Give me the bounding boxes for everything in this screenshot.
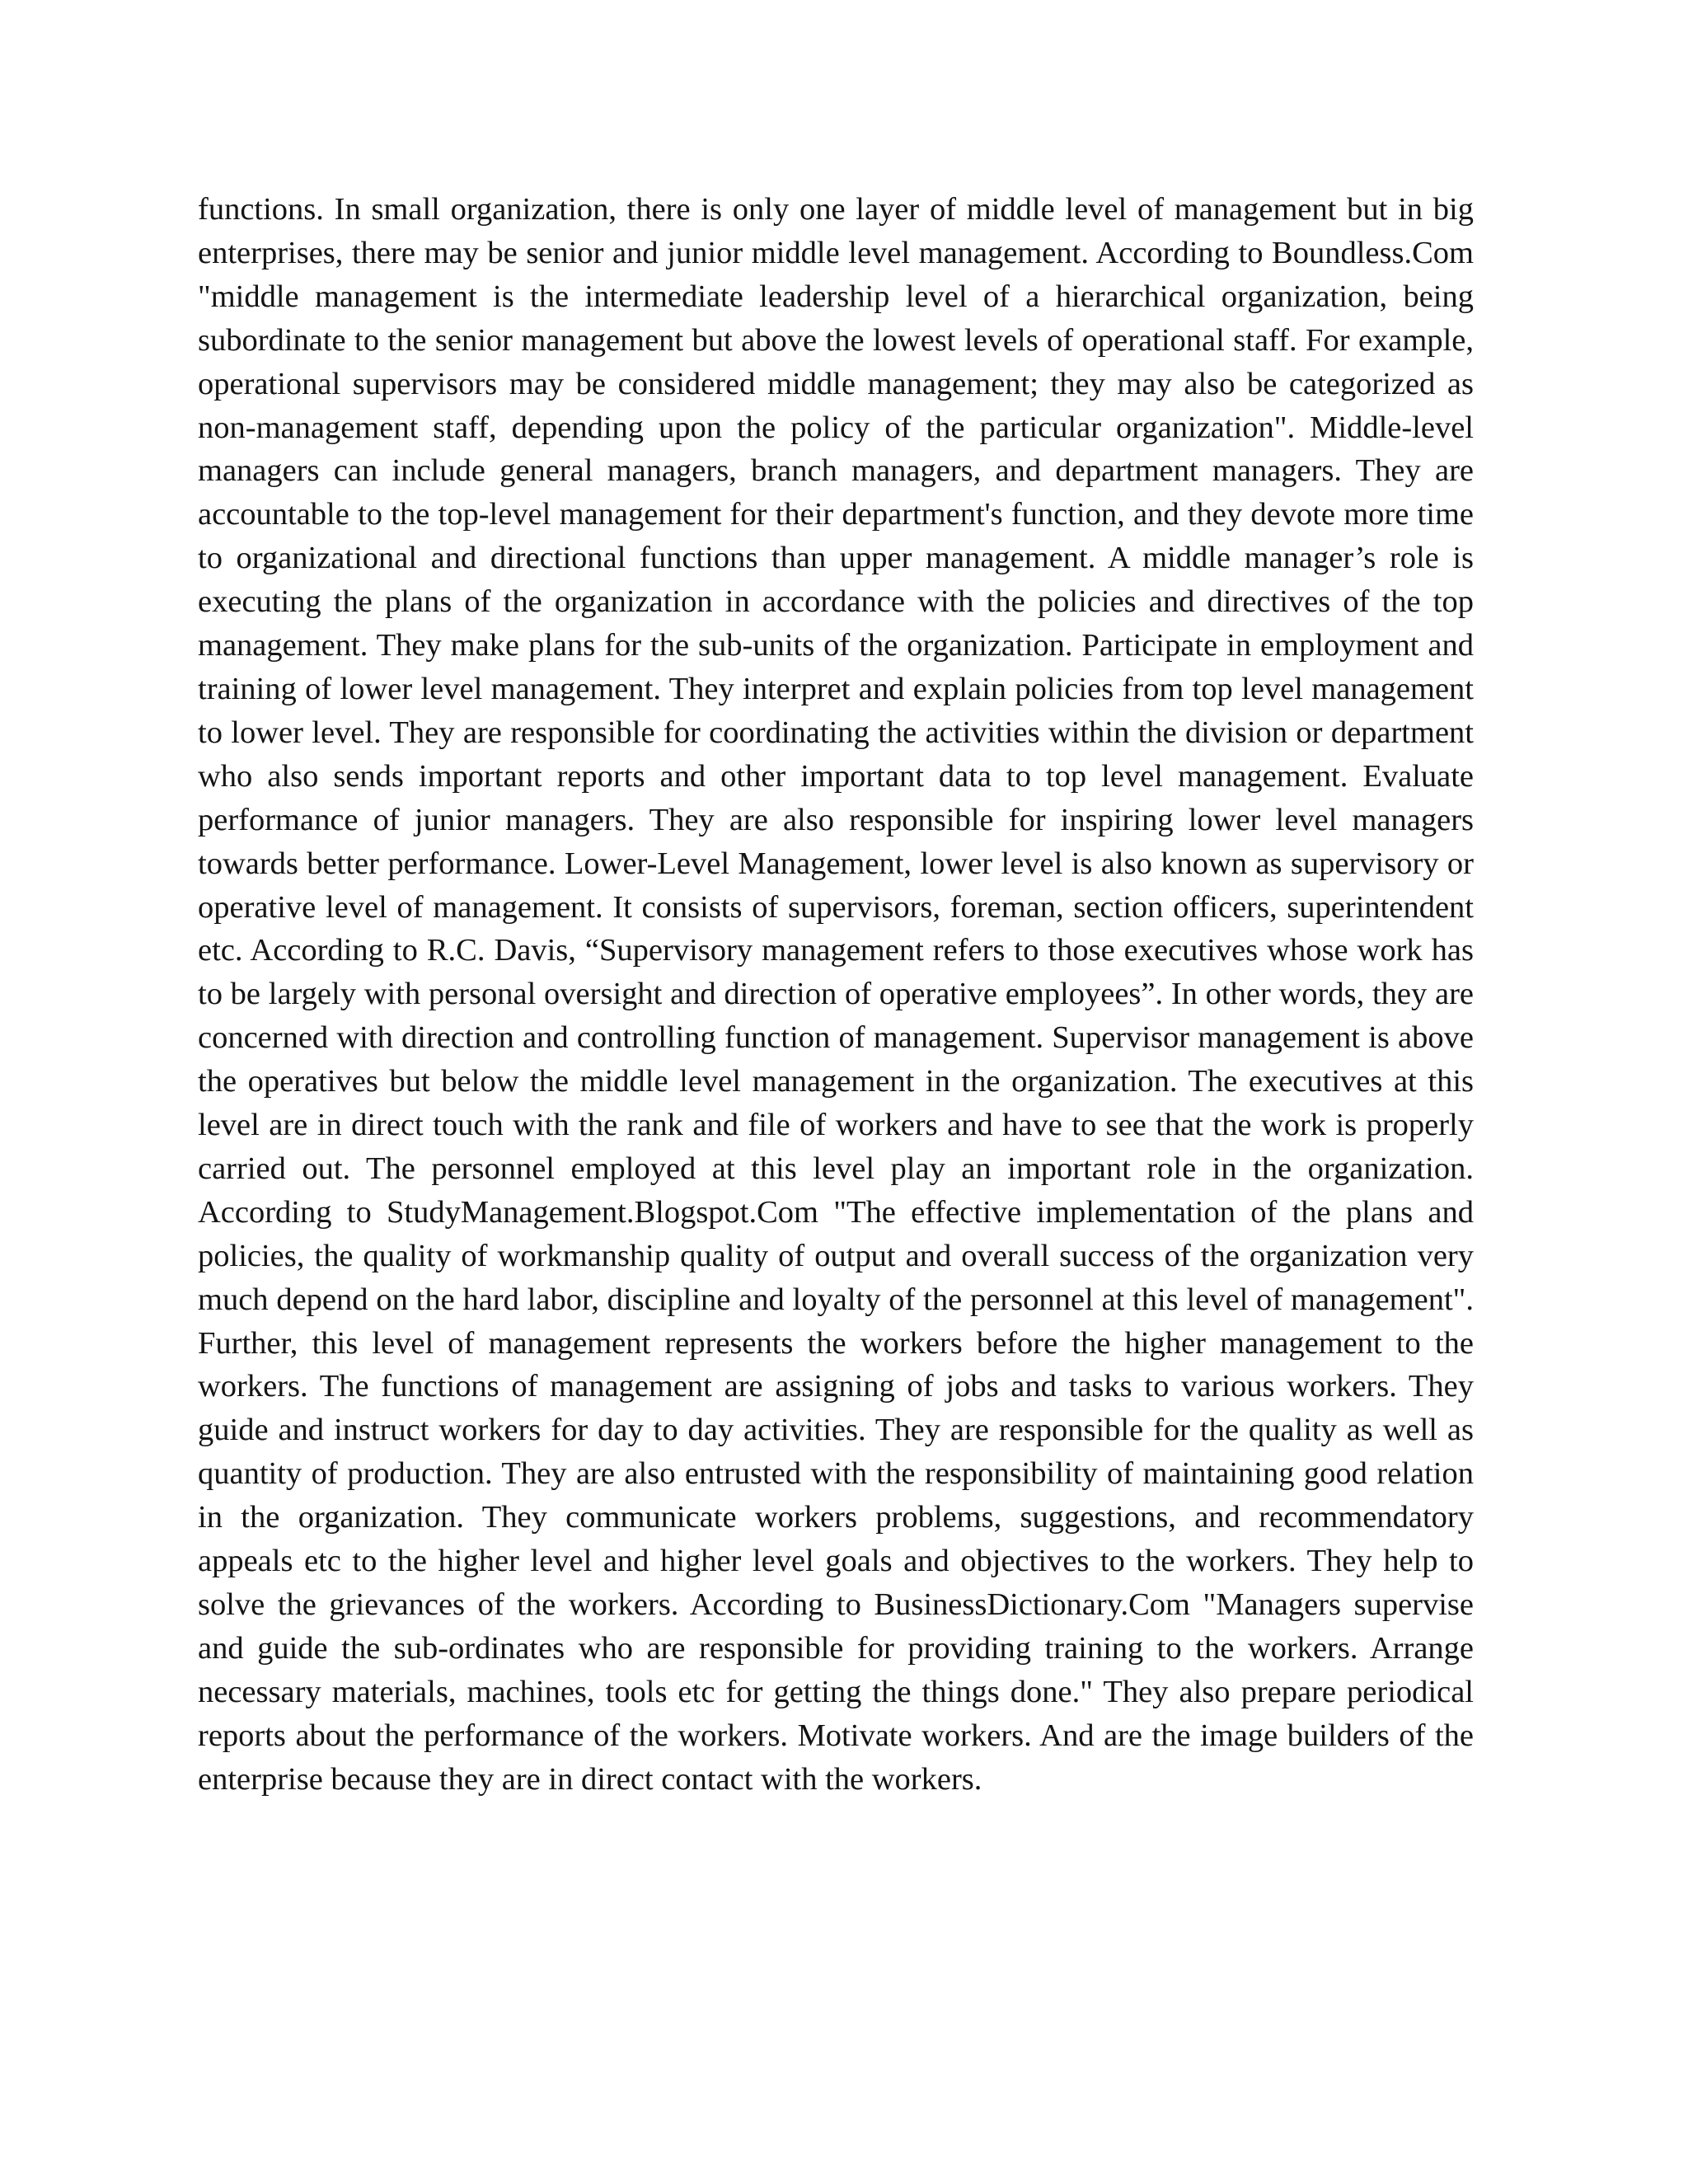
body-paragraph: functions. In small organization, there is only one layer of middle level of management but in big enterprises, there may be senior and junior middle level management. According to Boundless.Com "middle management is the intermediate leadership level of a hierarchical organization, being subordinate to the senior management but above the lowest levels of operational staff. For example, operational supervisors may be considered middle management; they may also be categorized as non-management staff, depending upon the policy of the particular organization". Middle-level managers can include general managers, branch managers, and department managers. They are accountable to the top-level management for their department's function, and they devote more time to organizational and directional functions than upper management. A middle manager’s role is executing the plans of the organization in accordance with the policies and directives of the top management. They make plans for the sub-units of the organization. Participate in employment and training of lower level management. They interpret and explain policies from top level management to lower level. They are responsible for coordinating the activities within the division or department who also sends important reports and other important data to top level management. Evaluate performance of junior managers. They are also responsible for inspiring lower level managers towards better performance. Lower-Level Management, lower level is also known as supervisory or operative level of management. It consists of supervisors, foreman, section officers, superintendent etc. According to R.C. Davis, “Supervisory management refers to those executives whose work has to be largely with personal oversight and direction of operative employees”. In other words, they are concerned with direction and controlling function of management. Supervisor management is above the operatives but below the middle level management in the organization. The executives at this level are in direct touch with the rank and file of workers and have to see that the work is properly carried out. The personnel employed at this level play an important role in the organization. According to StudyManagement.Blogspot.Com "The effective implementation of the plans and policies, the quality of workmanship quality of output and overall success of the organization very much depend on the hard labor, discipline and loyalty of the personnel at this level of management". Further, this level of management represents the workers before the higher management to the workers. The functions of management are assigning of jobs and tasks to various workers. They guide and instruct workers for day to day activities. They are responsible for the quality as well as quantity of production. They are also entrusted with the responsibility of maintaining good relation in the organization. They communicate workers problems, suggestions, and recommendatory appeals etc to the higher level and higher level goals and objectives to the workers. They help to solve the grievances of the workers. According to BusinessDictionary.Com "Managers supervise and guide the sub-ordinates who are responsible for providing training to the workers. Arrange necessary materials, machines, tools etc for getting the things done." They also prepare periodical reports about the performance of the workers. Motivate workers. And are the image builders of the enterprise because they are in direct contact with the workers. bbox=[198, 192, 1474, 1797]
